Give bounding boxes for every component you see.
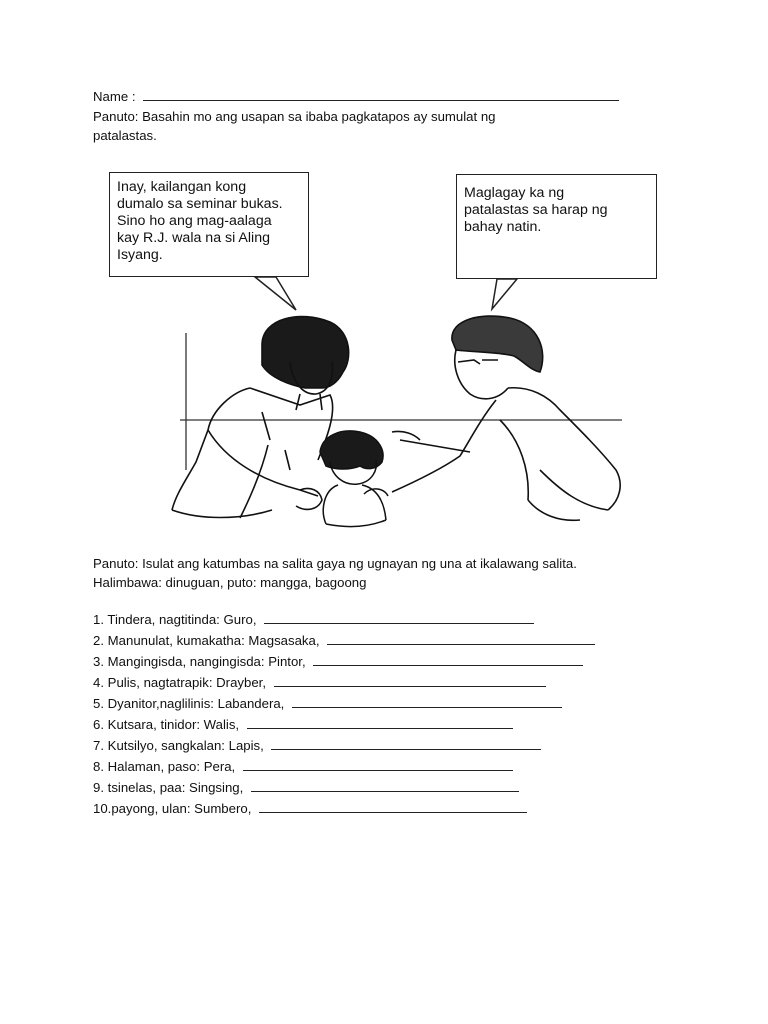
- list-item: [93, 737, 541, 755]
- item-prompt: 4. Pulis, nagtatrapik: Drayber,: [93, 675, 266, 690]
- grandmother-figure: [392, 316, 620, 520]
- answer-blank[interactable]: [292, 695, 562, 708]
- answer-blank[interactable]: [264, 611, 534, 624]
- instruction-1-continued: patalastas.: [93, 128, 157, 143]
- name-label: Name :: [93, 89, 136, 104]
- item-prompt: 9. tsinelas, paa: Singsing,: [93, 780, 244, 795]
- answer-blank[interactable]: [247, 716, 513, 729]
- example-line: Halimbawa: dinuguan, puto: mangga, bagoong: [93, 575, 367, 590]
- list-item: [93, 716, 513, 734]
- mother-figure: [172, 317, 349, 518]
- answer-blank[interactable]: [327, 632, 595, 645]
- item-prompt: 6. Kutsara, tinidor: Walis,: [93, 717, 240, 732]
- instruction-2: Panuto: Isulat ang katumbas na salita gaya ng ugnayan ng una at ikalawang salita.: [93, 556, 577, 571]
- instruction-1: Panuto: Basahin mo ang usapan sa ibaba pagkatapos ay sumulat ng: [93, 109, 496, 124]
- list-item: [93, 653, 583, 671]
- answer-blank[interactable]: [271, 737, 541, 750]
- child-figure: [320, 431, 388, 527]
- speech-bubble-right: [456, 174, 657, 279]
- list-item: [93, 611, 534, 629]
- list-item: [93, 758, 513, 776]
- list-item: [93, 800, 527, 818]
- answer-blank[interactable]: [243, 758, 513, 771]
- answer-blank[interactable]: [313, 653, 583, 666]
- answer-blank[interactable]: [274, 674, 546, 687]
- answer-blank[interactable]: [251, 779, 519, 792]
- list-item: [93, 695, 562, 713]
- item-prompt: 5. Dyanitor,naglilinis: Labandera,: [93, 696, 285, 711]
- item-prompt: 2. Manunulat, kumakatha: Magsasaka,: [93, 633, 320, 648]
- item-prompt: 10.payong, ulan: Sumbero,: [93, 801, 252, 816]
- item-prompt: 1. Tindera, nagtitinda: Guro,: [93, 612, 257, 627]
- list-item: [93, 674, 546, 692]
- speech-bubble-left: [109, 172, 309, 277]
- item-prompt: 8. Halaman, paso: Pera,: [93, 759, 236, 774]
- speech-bubble-right-text: Maglagay ka ng patalastas sa harap ng bahay natin.: [464, 185, 608, 235]
- list-item: [93, 779, 519, 797]
- list-item: [93, 632, 595, 650]
- item-prompt: 3. Mangingisda, nangingisda: Pintor,: [93, 654, 306, 669]
- answer-blank[interactable]: [259, 800, 527, 813]
- speech-bubble-left-text: Inay, kailangan kong dumalo sa seminar bukas. Sino ho ang mag-aalaga kay R.J. wala na si Aling Isyang.: [117, 179, 283, 263]
- item-prompt: 7. Kutsilyo, sangkalan: Lapis,: [93, 738, 264, 753]
